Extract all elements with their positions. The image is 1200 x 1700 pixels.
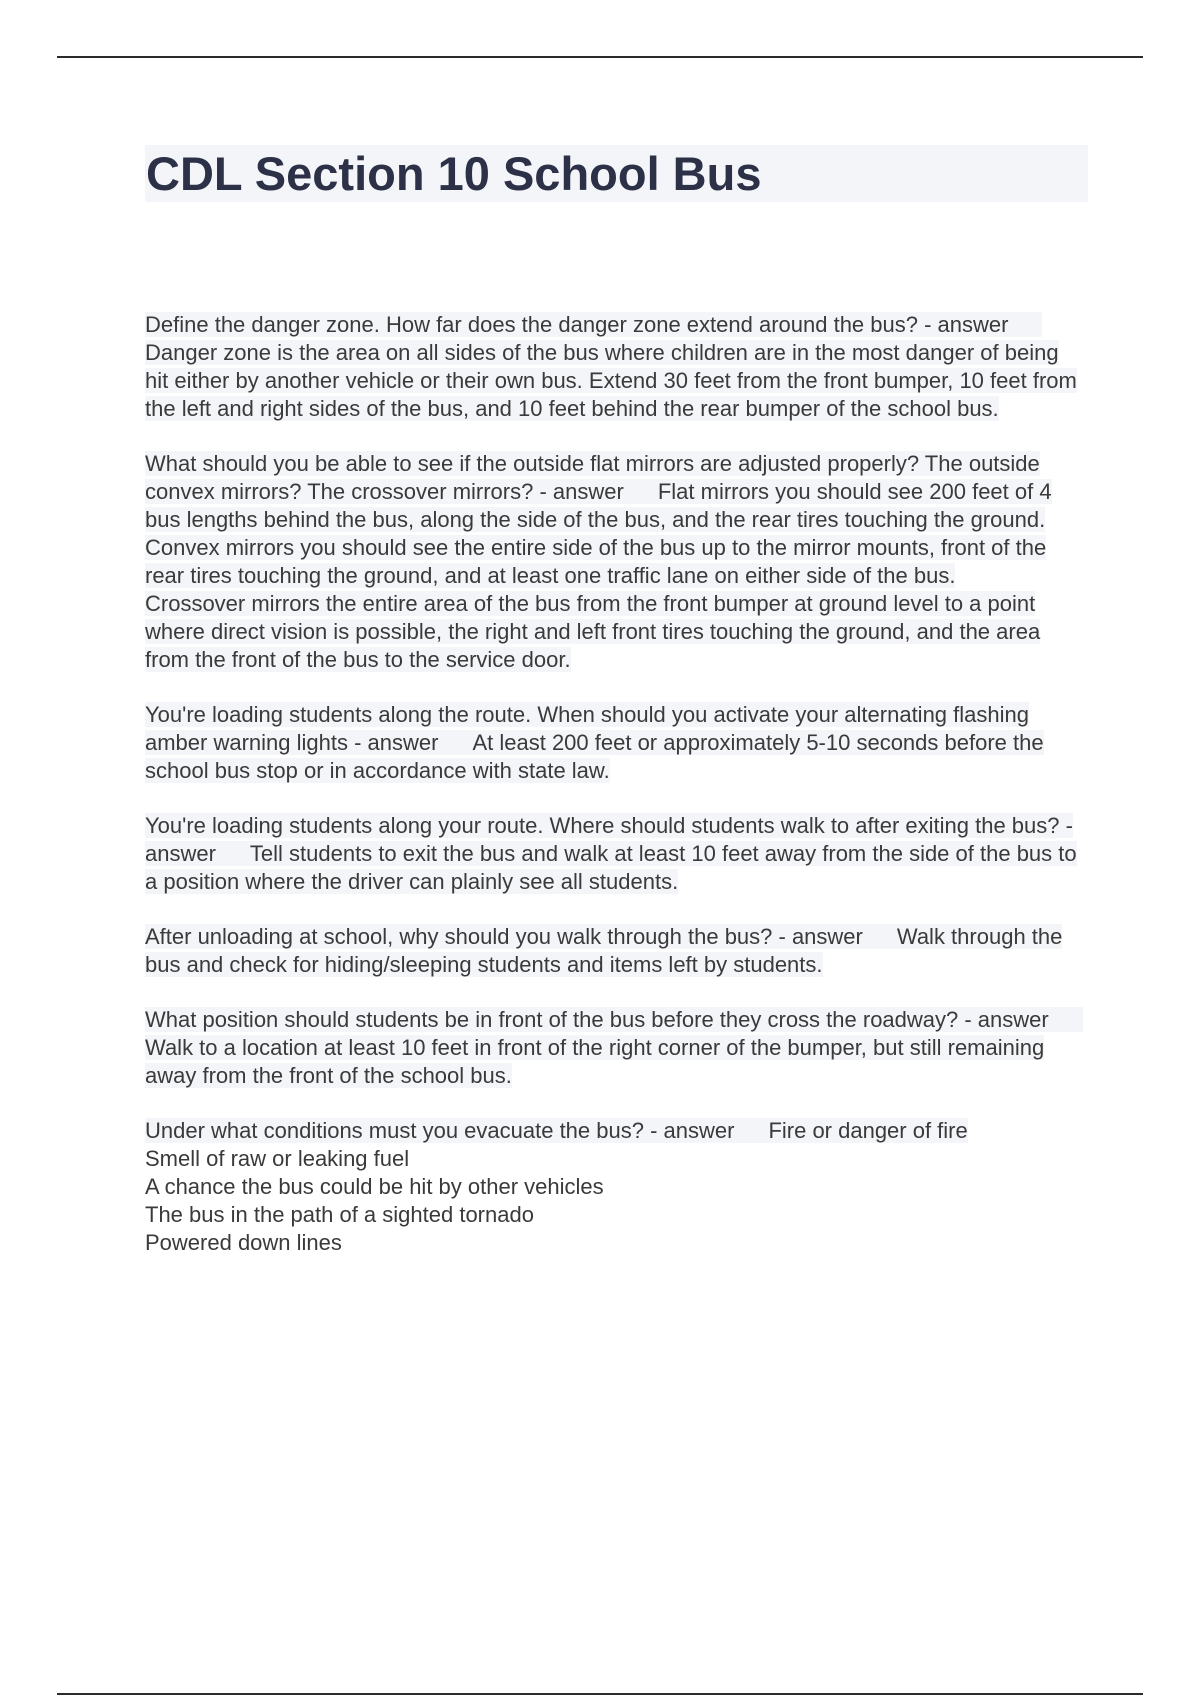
question-text: Under what conditions must you evacuate the bus? - answer bbox=[145, 1118, 735, 1143]
qa-entry bbox=[145, 311, 1085, 423]
question-text: Define the danger zone. How far does the danger zone extend around the bus? - answer bbox=[145, 312, 1009, 337]
qa-text bbox=[145, 812, 1085, 896]
bottom-divider bbox=[57, 1693, 1143, 1695]
qa-entry bbox=[145, 1006, 1085, 1090]
qa-entry bbox=[145, 701, 1085, 785]
answer-text: Flat mirrors you should see 200 feet of 4 bus lengths behind the bus, along the side of the bus, and the rear tires touching the ground. bbox=[145, 479, 1052, 532]
qa-text bbox=[145, 923, 1085, 979]
qa-text bbox=[145, 534, 1085, 590]
answer-text: Danger zone is the area on all sides of the bus where children are in the most danger of being hit either by another vehicle or their own bus. Extend 30 feet from the front bumper, 10 feet from the left and right sides of the bus, and 10 feet behind the rear bumper of the school bus. bbox=[145, 340, 1077, 421]
qa-text bbox=[145, 450, 1085, 534]
answer-text: At least 200 feet or approximately 5-10 seconds before the school bus stop or in accordance with state law. bbox=[145, 730, 1044, 783]
qa-entry bbox=[145, 450, 1085, 674]
answer-text: Fire or danger of fire bbox=[768, 1118, 968, 1143]
page-title: CDL Section 10 School Bus bbox=[146, 147, 762, 200]
answer-text: Walk through the bus and check for hiding/sleeping students and items left by students. bbox=[145, 924, 1063, 977]
qa-entry bbox=[145, 923, 1085, 979]
qa-text bbox=[145, 1145, 1085, 1173]
answer-text: Crossover mirrors the entire area of the bus from the front bumper at ground level to a point where direct vision is possible, the right and left front tires touching the ground, and the area from the front of the bus to the service door. bbox=[145, 591, 1041, 672]
qa-entry bbox=[145, 812, 1085, 896]
answer-text: Tell students to exit the bus and walk at least 10 feet away from the side of the bus to a position where the driver can plainly see all students. bbox=[145, 841, 1077, 894]
qa-text bbox=[145, 1173, 1085, 1201]
question-text: You're loading students along the route. When should you activate your alternating flashing amber warning lights - answer bbox=[145, 702, 1029, 755]
question-text: What should you be able to see if the outside flat mirrors are adjusted properly? The outside convex mirrors? The crossover mirrors? - answer bbox=[145, 451, 1040, 504]
qa-text bbox=[145, 1006, 1085, 1090]
answer-text: Convex mirrors you should see the entire side of the bus up to the mirror mounts, front of the rear tires touching the ground, and at least one traffic lane on either side of the bus. bbox=[145, 535, 1047, 588]
qa-list bbox=[145, 311, 1085, 1284]
qa-text bbox=[145, 1201, 1085, 1229]
qa-text bbox=[145, 701, 1085, 785]
answer-text: Powered down lines bbox=[145, 1230, 342, 1255]
answer-text: Smell of raw or leaking fuel bbox=[145, 1146, 410, 1171]
answer-text: The bus in the path of a sighted tornado bbox=[145, 1202, 534, 1227]
question-text: You're loading students along your route. Where should students walk to after exiting the bus? - answer bbox=[145, 813, 1073, 866]
top-divider bbox=[57, 56, 1143, 58]
qa-text bbox=[145, 590, 1085, 674]
qa-text bbox=[145, 1117, 1085, 1145]
question-text: What position should students be in front of the bus before they cross the roadway? - answer bbox=[145, 1007, 1049, 1032]
answer-text: Walk to a location at least 10 feet in front of the right corner of the bumper, but still remaining away from the front of the school bus. bbox=[145, 1035, 1045, 1088]
qa-text bbox=[145, 311, 1085, 423]
qa-text bbox=[145, 1229, 1085, 1257]
qa-entry bbox=[145, 1117, 1085, 1257]
question-text: After unloading at school, why should you walk through the bus? - answer bbox=[145, 924, 863, 949]
answer-text: A chance the bus could be hit by other vehicles bbox=[145, 1174, 604, 1199]
